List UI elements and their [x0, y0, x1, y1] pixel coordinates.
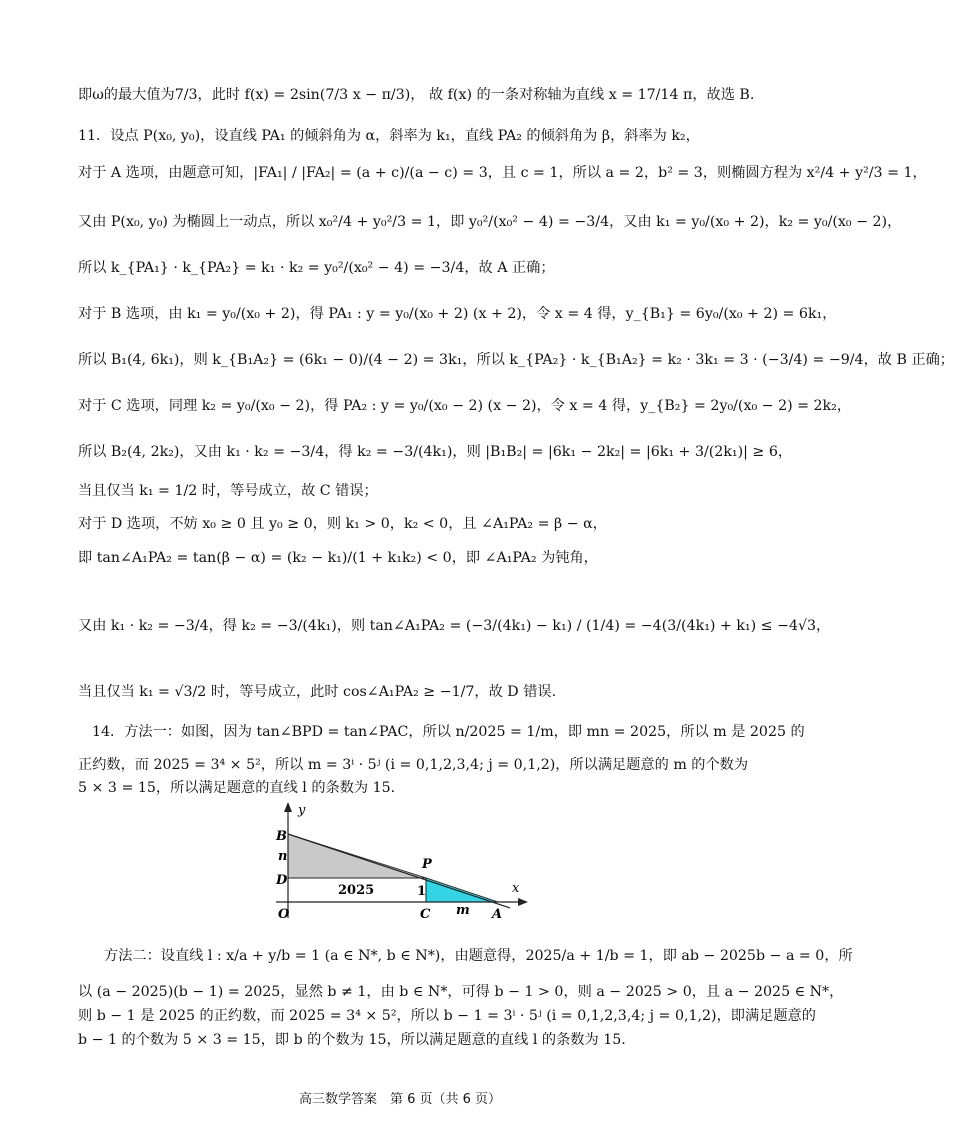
- label-o: O: [278, 907, 290, 922]
- text-line: 5 × 3 = 15，所以满足题意的直线 l 的条数为 15.: [78, 780, 396, 796]
- text-line: 11．设点 P(x₀, y₀)，设直线 PA₁ 的倾斜角为 α，斜率为 k₁，直线 PA₂ 的倾斜角为 β，斜率为 k₂，: [78, 128, 700, 144]
- text-line: 所以 B₂(4, 2k₂)，又由 k₁ · k₂ = −3/4，得 k₂ = −3/(4k₁)，则 |B₁B₂| = |6k₁ − 2k₂| = |6k₁ + 3/(2k₁)| ≥ 6，: [78, 444, 793, 460]
- text-line: 即 tan∠A₁PA₂ = tan(β − α) = (k₂ − k₁)/(1 + k₁k₂) < 0，即 ∠A₁PA₂ 为钝角，: [78, 550, 598, 566]
- text-line: 对于 B 选项，由 k₁ = y₀/(x₀ + 2)，得 PA₁ : y = y₀/(x₀ + 2) (x + 2)，令 x = 4 得，y_{B₁} = 6y₀/(x₀ + 2) = 6k₁，: [78, 306, 837, 322]
- label-n: n: [278, 849, 288, 864]
- text-line: 对于 C 选项，同理 k₂ = y₀/(x₀ − 2)，得 PA₂ : y = y₀/(x₀ − 2) (x − 2)，令 x = 4 得，y_{B₂} = 2y₀/(x₀ − 2) = 2k₂，: [78, 398, 852, 414]
- y-axis-arrow-icon: [284, 802, 292, 812]
- label-a: A: [492, 907, 503, 922]
- geometry-figure: [262, 800, 534, 922]
- label-c: C: [420, 907, 431, 922]
- label-2025: 2025: [338, 883, 375, 898]
- label-m: m: [456, 903, 470, 918]
- triangle-pca: [426, 878, 498, 902]
- text-line: 所以 k_{PA₁} · k_{PA₂} = k₁ · k₂ = y₀²/(x₀² − 4) = −3/4，故 A 正确；: [78, 260, 555, 276]
- text-line: 则 b − 1 是 2025 的正约数，而 2025 = 3⁴ × 5²，所以 b − 1 = 3ⁱ · 5ʲ (i = 0,1,2,3,4; j = 0,1,2)，即满足题意的: [78, 1008, 816, 1024]
- label-b: B: [276, 829, 287, 844]
- text-line: 当且仅当 k₁ = 1/2 时，等号成立，故 C 错误；: [78, 483, 378, 499]
- text-line: 又由 P(x₀, y₀) 为椭圆上一动点，所以 x₀²/4 + y₀²/3 = 1，即 y₀²/(x₀² − 4) = −3/4，又由 k₁ = y₀/(x₀ + 2)，k₂ = y₀/(x₀ − 2)，: [78, 214, 902, 230]
- label-1: 1: [417, 884, 427, 899]
- x-axis-arrow-icon: [518, 898, 528, 906]
- text-line: 14．方法一：如图，因为 tan∠BPD = tan∠PAC，所以 n/2025 = 1/m，即 mn = 2025，所以 m 是 2025 的: [92, 724, 805, 740]
- label-x: x: [512, 881, 520, 896]
- text-line: 对于 A 选项，由题意可知，|FA₁| / |FA₂| = (a + c)/(a − c) = 3，且 c = 1，所以 a = 2，b² = 3，则椭圆方程为 x²/4 + y²/3 = 1，: [78, 165, 927, 181]
- label-p: P: [422, 857, 432, 872]
- text-line: 当且仅当 k₁ = √3/2 时，等号成立，此时 cos∠A₁PA₂ ≥ −1/7，故 D 错误.: [78, 684, 557, 700]
- label-y: y: [298, 803, 306, 818]
- text-line: 所以 B₁(4, 6k₁)，则 k_{B₁A₂} = (6k₁ − 0)/(4 − 2) = 3k₁，所以 k_{PA₂} · k_{B₁A₂} = k₂ · 3k₁ = 3 · (−3/4) = −9/4，故 B 正确；: [78, 352, 954, 368]
- text-line: 以 (a − 2025)(b − 1) = 2025，显然 b ≠ 1，由 b ∈ N*，可得 b − 1 > 0，则 a − 2025 > 0，且 a − 2025 ∈ N*，: [78, 984, 844, 1000]
- page-footer: 高三数学答案 第 6 页（共 6 页）: [298, 1092, 502, 1107]
- label-d: D: [276, 873, 288, 888]
- text-line: b − 1 的个数为 5 × 3 = 15，即 b 的个数为 15，所以满足题意的直线 l 的条数为 15.: [78, 1032, 626, 1048]
- text-line: 正约数，而 2025 = 3⁴ × 5²，所以 m = 3ⁱ · 5ʲ (i = 0,1,2,3,4; j = 0,1,2)，所以满足题意的 m 的个数为: [78, 757, 749, 773]
- text-line: 方法二：设直线 l : x/a + y/b = 1 (a ∈ N*, b ∈ N*)，由题意得，2025/a + 1/b = 1，即 ab − 2025b − a = 0，所: [104, 948, 853, 964]
- text-line: 对于 D 选项，不妨 x₀ ≥ 0 且 y₀ ≥ 0，则 k₁ > 0，k₂ < 0，且 ∠A₁PA₂ = β − α，: [78, 516, 607, 532]
- text-line: 又由 k₁ · k₂ = −3/4，得 k₂ = −3/(4k₁)，则 tan∠A₁PA₂ = (−3/(4k₁) − k₁) / (1/4) = −4(3/(4k₁) + k₁) ≤ −4√3，: [78, 618, 831, 634]
- text-line: 即ω的最大值为7/3，此时 f(x) = 2sin(7/3 x − π/3)， 故 f(x) 的一条对称轴为直线 x = 17/14 π，故选 B.: [78, 87, 755, 103]
